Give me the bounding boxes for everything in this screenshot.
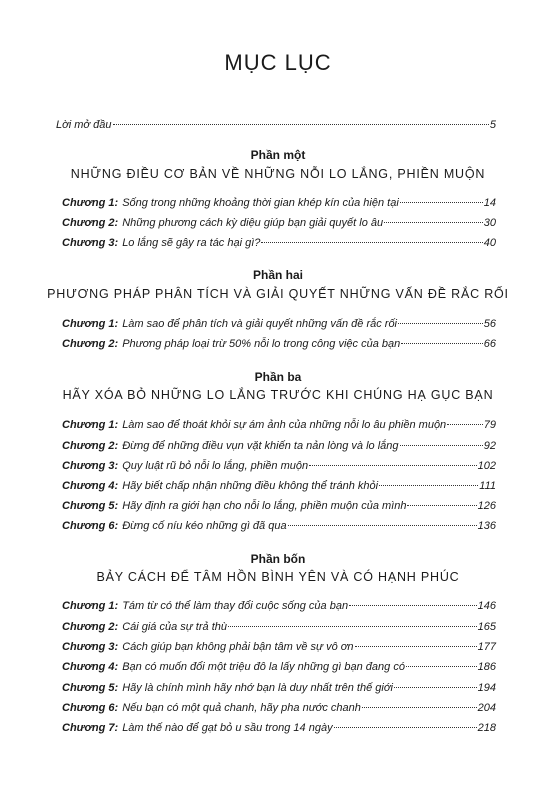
chapter-title: Làm sao để thoát khỏi sự ám ảnh của những nỗi lo âu phiền muộn [122,419,447,431]
toc-entry [62,217,496,229]
page-number: 194 [477,682,496,694]
leader-dots [379,485,478,486]
chapter-title: Những phương cách kỳ diệu giúp bạn giải quyết lo âu [122,217,384,229]
leader-dots [228,626,477,627]
chapter-label: Chương 3: [62,460,119,472]
page-number: 79 [483,419,496,431]
toc-entry [62,197,496,209]
chapter-title: Hãy biết chấp nhận những điều không thể tránh khỏi [122,480,379,492]
leader-dots [384,222,483,223]
chapter-title: Đừng để những điều vụn vặt khiến ta nản lòng và lo lắng [122,440,399,452]
page-number: 14 [483,197,496,209]
toc-entry [62,237,496,249]
toc-entry [62,682,496,694]
chapter-title: Lo lắng sẽ gây ra tác hại gì? [122,237,261,249]
page-number: 177 [477,641,496,653]
page-number: 126 [477,500,496,512]
leader-dots [447,424,483,425]
leader-dots [334,727,477,728]
toc-entry [62,318,496,330]
leader-dots [406,666,477,667]
leader-dots [400,445,483,446]
part-title: NHỮNG ĐIỀU CƠ BẢN VỀ NHỮNG NỖI LO LẮNG, PHIỀN MUỘN [70,167,486,181]
toc-entry [62,440,496,452]
toc-entry [62,480,496,492]
part-label: Phần ba [254,370,302,384]
toc-entry [62,500,496,512]
part-title: BẢY CÁCH ĐỂ TÂM HỒN BÌNH YÊN VÀ CÓ HẠNH PHÚC [96,570,460,584]
chapter-label: Chương 7: [62,722,119,734]
chapter-label: Chương 1: [62,318,119,330]
leader-dots [355,646,477,647]
chapter-title: Cách giúp bạn không phải bận tâm về sự vô ơn [122,641,354,653]
toc-entry [62,419,496,431]
chapter-label: Chương 6: [62,520,119,532]
toc-entry [62,520,496,532]
chapter-title: Sống trong những khoảng thời gian khép kín của hiện tại [122,197,399,209]
page-number: 146 [477,600,496,612]
leader-dots [309,465,477,466]
leader-dots [400,202,483,203]
part-title: PHƯƠNG PHÁP PHÂN TÍCH VÀ GIẢI QUYẾT NHỮNG VẤN ĐỀ RẮC RỐI [47,287,509,301]
leader-dots [113,124,489,125]
chapter-title: Cái giá của sự trả thù [122,621,227,633]
chapter-title: Hãy định ra giới hạn cho nỗi lo lắng, phiền muộn của mình [122,500,407,512]
leader-dots [362,707,477,708]
chapter-label: Chương 4: [62,661,119,673]
chapter-title: Quy luật rũ bỏ nỗi lo lắng, phiền muộn [122,460,309,472]
page-number: 218 [477,722,496,734]
leader-dots [394,687,477,688]
chapter-title: Tám từ có thể làm thay đổi cuộc sống của bạn [122,600,349,612]
part-label: Phần bốn [250,552,306,566]
chapter-title: Làm thế nào để gạt bỏ u sầu trong 14 ngày [122,722,333,734]
chapter-label: Chương 1: [62,197,119,209]
leader-dots [261,242,482,243]
chapter-label: Chương 2: [62,217,119,229]
page-number: 56 [483,318,496,330]
toc-entry [62,338,496,350]
toc-entry [62,641,496,653]
page-number: 136 [477,520,496,532]
toc-entry-intro [56,119,496,131]
chapter-title: Phương pháp loại trừ 50% nỗi lo trong công việc của bạn [122,338,401,350]
part-label: Phần hai [252,268,303,282]
leader-dots [398,323,483,324]
page-number: 40 [483,237,496,249]
chapter-label: Chương 5: [62,682,119,694]
toc-entry [62,600,496,612]
toc-entry [62,661,496,673]
chapter-title: Hãy là chính mình hãy nhớ bạn là duy nhất trên thế giới [122,682,393,694]
chapter-title: Làm sao để phân tích và giải quyết những vấn đề rắc rối [122,318,397,330]
page-number: 186 [477,661,496,673]
toc-entry [62,722,496,734]
page-title: MỤC LỤC [224,50,332,75]
leader-dots [349,605,477,606]
chapter-label: Chương 2: [62,621,119,633]
page-number: 5 [489,119,496,131]
part-title: HÃY XÓA BỎ NHỮNG LO LẮNG TRƯỚC KHI CHÚNG HẠ GỤC BẠN [62,388,494,402]
intro-text: Lời mở đầu [56,119,112,131]
page-number: 30 [483,217,496,229]
chapter-title: Bạn có muốn đổi một triệu đô la lấy những gì bạn đang có [122,661,405,673]
chapter-label: Chương 5: [62,500,119,512]
toc-entry [62,460,496,472]
leader-dots [401,343,483,344]
chapter-label: Chương 6: [62,702,119,714]
page-number: 92 [483,440,496,452]
chapter-label: Chương 2: [62,440,119,452]
toc-entry [62,702,496,714]
chapter-label: Chương 3: [62,641,119,653]
chapter-label: Chương 2: [62,338,119,350]
chapter-title: Nếu bạn có một quả chanh, hãy pha nước chanh [122,702,361,714]
chapter-label: Chương 3: [62,237,119,249]
page-number: 165 [477,621,496,633]
leader-dots [407,505,476,506]
page-number: 102 [477,460,496,472]
chapter-label: Chương 4: [62,480,119,492]
page-number: 66 [483,338,496,350]
chapter-label: Chương 1: [62,419,119,431]
toc-entry [62,621,496,633]
page-number: 111 [479,480,496,492]
leader-dots [288,525,477,526]
chapter-label: Chương 1: [62,600,119,612]
page-number: 204 [477,702,496,714]
chapter-title: Đừng cố níu kéo những gì đã qua [122,520,287,532]
part-label: Phần một [250,148,306,162]
